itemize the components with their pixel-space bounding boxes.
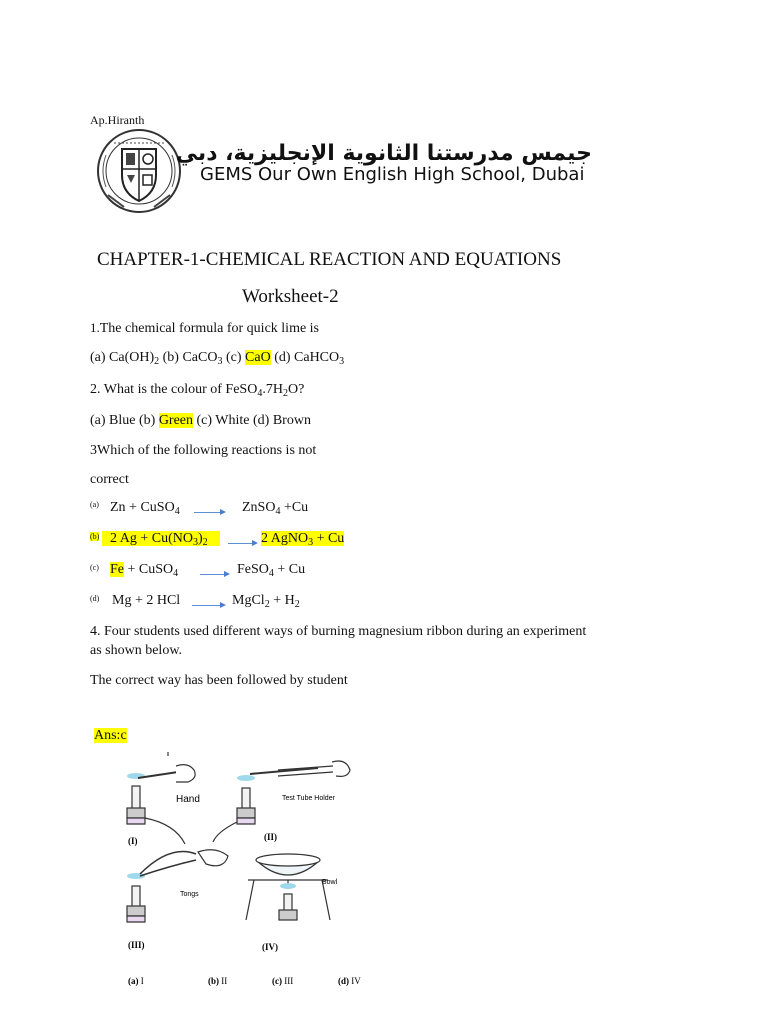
fig-number: (IV) xyxy=(262,942,278,952)
label-holder: Test Tube Holder xyxy=(282,795,335,802)
chapter-title: CHAPTER-1-CHEMICAL REACTION AND EQUATIONS xyxy=(97,249,562,270)
school-crest-icon xyxy=(94,125,184,217)
reaction-lhs: Zn + CuSO$_4$ xyxy=(110,500,180,517)
author-name: Ap.Hiranth xyxy=(90,113,145,127)
fig-number: (I) xyxy=(128,836,138,846)
label-hand: Hand xyxy=(176,794,200,805)
reaction-tag: (a) xyxy=(90,500,99,509)
reaction-rhs: ZnSO$_4$ +Cu xyxy=(242,500,309,517)
fig-number: (II) xyxy=(264,832,277,842)
label-tongs: Tongs xyxy=(180,891,199,898)
school-name-english: GEMS Our Own English High School, Dubai xyxy=(200,164,585,185)
reaction-tag: (b) xyxy=(90,532,100,541)
magnesium-burning-figure xyxy=(118,752,378,992)
reaction-lhs: Mg + 2 HCl xyxy=(112,593,181,608)
question-2: 2. What is the colour of $FeSO_4.7H_2O$? xyxy=(90,382,305,399)
reaction-lhs: Fe + CuSO$_4$ xyxy=(110,562,179,579)
school-name-arabic: جيمس مدرستنا الثانوية الإنجليزية، دبي xyxy=(175,141,592,166)
fig-option-a: (a) I xyxy=(128,976,144,986)
question-4-prompt: The correct way has been followed by student xyxy=(90,673,348,688)
answer-label: Ans:c xyxy=(94,728,127,743)
question-3-cont: correct xyxy=(90,472,129,487)
reaction-rhs: 2 AgNO$_3$ + Cu xyxy=(261,531,345,548)
question-4: 4. Four students used different ways of burning magnesium ribbon during an experiment xyxy=(90,624,587,639)
question-2-options: (a) Blue (b) Green (c) White (d) Brown xyxy=(90,413,311,428)
reaction-rhs: FeSO$_4$ + Cu xyxy=(237,562,306,579)
experiment-illustration-icon xyxy=(118,752,378,992)
fig-option-b: (b) II xyxy=(208,976,228,986)
question-3: 3Which of the following reactions is not xyxy=(90,443,317,458)
fig-option-d: (d) IV xyxy=(338,976,361,986)
fig-number: (III) xyxy=(128,940,145,950)
reaction-tag: (d) xyxy=(90,594,100,603)
question-1: 1.The chemical formula for quick lime is xyxy=(90,320,320,336)
reaction-arrow-icon xyxy=(228,543,254,544)
worksheet-title: Worksheet-2 xyxy=(242,286,339,307)
reaction-tag: (c) xyxy=(90,563,99,572)
question-4-cont: as shown below. xyxy=(90,643,183,658)
answer-highlight: Green xyxy=(158,413,194,428)
reaction-rhs: MgCl$_2$ + $H_2$ xyxy=(232,593,300,610)
reaction-arrow-icon xyxy=(192,605,222,606)
fig-option-c: (c) III xyxy=(272,976,294,986)
reaction-arrow-icon xyxy=(194,512,222,513)
reaction-arrow-icon xyxy=(200,574,226,575)
reaction-lhs: 2 $Ag + Cu(NO_3)_2$ xyxy=(102,531,220,547)
answer-highlight: CaO xyxy=(245,350,271,365)
label-bowl: Bowl xyxy=(322,879,338,886)
question-1-options: (a) $Ca(OH)_2$ (b) CaCO$_3$ (c) CaO (d) CaHCO$_3$ xyxy=(90,350,345,367)
